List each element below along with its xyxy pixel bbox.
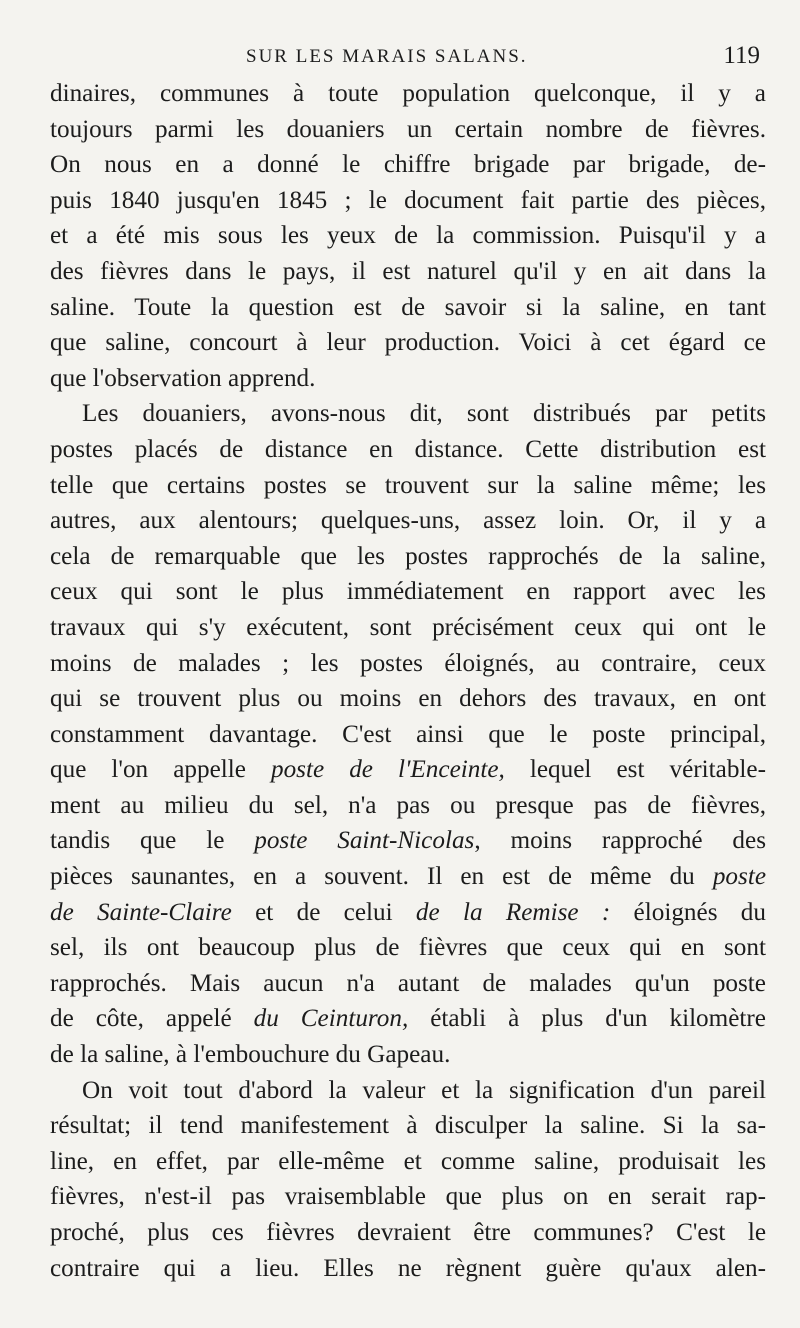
text-line: autres, aux alentours; quelques-uns, assez loin. Or, il y a xyxy=(50,507,766,535)
text-run: tandis que le xyxy=(50,827,255,855)
text-line: résultat; il tend manifestement à disculper la saline. Si la sa- xyxy=(50,1112,766,1140)
text-line: On nous en a donné le chiffre brigade par brigade, de- xyxy=(50,151,766,179)
text-line: que l'observation apprend. xyxy=(50,364,316,392)
paragraph-1 xyxy=(50,76,766,396)
italic-place-name: de Sainte-Claire xyxy=(50,898,232,926)
text-line: travaux qui s'y exécutent, sont précisément ceux qui ont le xyxy=(50,613,766,641)
text-line: de la saline, à l'embouchure du Gapeau. xyxy=(50,1041,451,1069)
text-run: éloignés du xyxy=(610,898,766,926)
text-line: saline. Toute la question est de savoir si la saline, en tant xyxy=(50,293,766,321)
text-run: établi à plus d'un kilomètre xyxy=(408,1005,766,1033)
text-line: que saline, concourt à leur production. Voici à cet égard ce xyxy=(50,329,766,357)
text-run: de côte, appelé xyxy=(50,1005,254,1033)
text-line: toujours parmi les douaniers un certain nombre de fièvres. xyxy=(50,115,766,143)
text-line: dinaires, communes à toute population quelconque, il y a xyxy=(50,80,766,107)
text-line: constamment davantage. C'est ainsi que le poste principal, xyxy=(50,720,766,748)
text-line: Les douaniers, avons-nous dit, sont distribués par petits xyxy=(82,400,766,428)
text-run: lequel est véritable- xyxy=(504,756,767,784)
text-line: postes placés de distance en distance. Cette distribution est xyxy=(50,435,766,463)
italic-place-name: poste xyxy=(712,863,766,891)
paragraph-3 xyxy=(50,1073,766,1287)
text-run: et de celui xyxy=(231,898,416,926)
text-line: fièvres, n'est-il pas vraisemblable que plus on en serait rap- xyxy=(50,1183,766,1211)
text-line: moins de malades ; les postes éloignés, au contraire, ceux xyxy=(50,649,766,677)
italic-place-name: poste de l'Enceinte, xyxy=(270,756,505,784)
text-line xyxy=(50,823,766,859)
body-text xyxy=(50,76,766,1286)
text-line xyxy=(50,1001,766,1037)
text-line: rapprochés. Mais aucun n'a autant de malades qu'un poste xyxy=(50,969,766,997)
text-run: , moins rapproché des xyxy=(474,827,767,855)
text-line: et a été mis sous les yeux de la commission. Puisqu'il y a xyxy=(50,222,766,250)
text-line: qui se trouvent plus ou moins en dehors des travaux, en ont xyxy=(50,685,766,713)
italic-place-name: de la Remise : xyxy=(415,898,611,926)
text-line: telle que certains postes se trouvent sur la saline même; les xyxy=(50,471,766,499)
running-head xyxy=(50,36,766,76)
text-line xyxy=(50,895,766,931)
text-line: contraire qui a lieu. Elles ne règnent guère qu'aux alen- xyxy=(50,1254,766,1282)
text-line: des fièvres dans le pays, il est naturel qu'il y en ait dans la xyxy=(50,257,766,285)
text-line xyxy=(50,859,766,895)
text-line: puis 1840 jusqu'en 1845 ; le document fait partie des pièces, xyxy=(50,186,766,214)
text-line xyxy=(50,752,766,788)
text-line: On voit tout d'abord la valeur et la signification d'un pareil xyxy=(82,1076,766,1104)
text-run: pièces saunantes, en a souvent. Il en est de même du xyxy=(50,863,713,891)
text-line: cela de remarquable que les postes rapprochés de la saline, xyxy=(50,542,766,570)
text-line: ment au milieu du sel, n'a pas ou presque pas de fièvres, xyxy=(50,791,766,819)
text-line: ceux qui sont le plus immédiatement en rapport avec les xyxy=(50,578,766,606)
text-line: line, en effet, par elle-même et comme saline, produisait les xyxy=(50,1147,766,1175)
text-line: proché, plus ces fièvres devraient être communes? C'est le xyxy=(50,1219,766,1246)
italic-place-name: du Ceinturon, xyxy=(253,1005,409,1033)
italic-place-name: poste Saint-Nicolas xyxy=(254,827,475,855)
paragraph-2 xyxy=(50,396,766,1072)
running-title: SUR LES MARAIS SALANS. xyxy=(246,46,528,67)
text-line: sel, ils ont beaucoup plus de fièvres que ceux qui en sont xyxy=(50,934,766,962)
page-number: 119 xyxy=(723,42,760,69)
text-run: que l'on appelle xyxy=(50,756,271,784)
